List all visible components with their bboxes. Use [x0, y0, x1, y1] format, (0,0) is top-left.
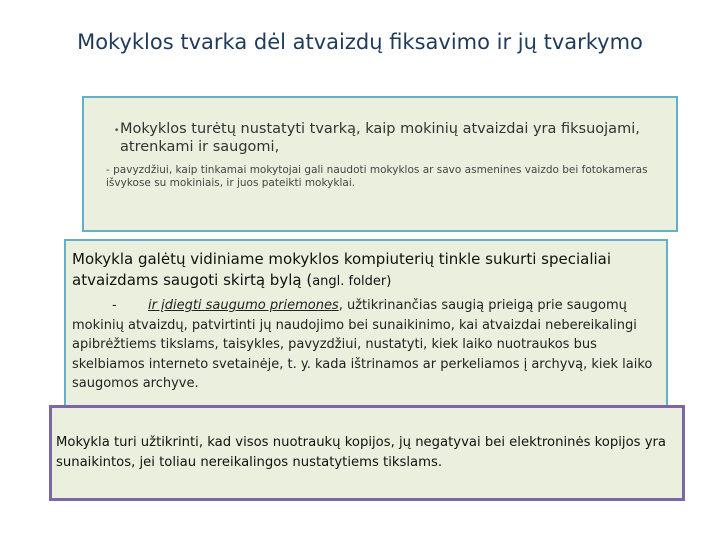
box2-underlined: ir įdiegti saugumo priemones [148, 298, 339, 313]
box1-main-text: Mokyklos turėtų nustatyti tvarką, kaip mokinių atvaizdai yra fiksuojami, atrenkami ir saugomi, [120, 121, 640, 155]
box1-sub-text: - pavyzdžiui, kaip tinkamai mokytojai gali naudoti mokyklos ar savo asmenines vaizdo bei fotokameras išvykose su mokiniais, ir juos pateikti mokyklai. [106, 164, 648, 189]
box2-main: Mokykla galėtų vidiniame mokyklos kompiuterių tinkle sukurti specialiai atvaizdams saugoti skirtą bylą ( [72, 250, 612, 289]
slide-title: Mokyklos tvarka dėl atvaizdų fiksavimo ir jų tvarkymo [77, 30, 643, 54]
info-box-1 [82, 96, 678, 232]
box2-main-text [72, 249, 662, 292]
info-box-3 [49, 405, 685, 501]
box2-dash: - [112, 298, 117, 313]
box2-main-paren: angl. folder) [312, 274, 392, 289]
box2-sub-rest: , užtikrinančias saugią prieigą prie saugomų mokinių atvaizdų, patvirtinti jų naudojimo bei sunaikinimo, kai atvaizdai nebereikalingi apibrėžtiems tikslams, taisykles, pavyzdžiui, nustatyti, kiek laiko nuotraukos bus skelbiamos interneto svetainėje, t. y. kada ištrinamos ar perkeliamos į archyvą, kiek laiko saugomos archyve. [72, 298, 653, 391]
info-box-2 [64, 239, 668, 413]
box3-text: Mokykla turi užtikrinti, kad visos nuotraukų kopijos, jų negatyvai bei elektroninės kopijos yra sunaikintos, jei toliau nereikalingos nustatytiems tikslams. [56, 435, 667, 470]
box2-sub-text [72, 296, 662, 394]
bullet-icon: • [114, 126, 120, 136]
